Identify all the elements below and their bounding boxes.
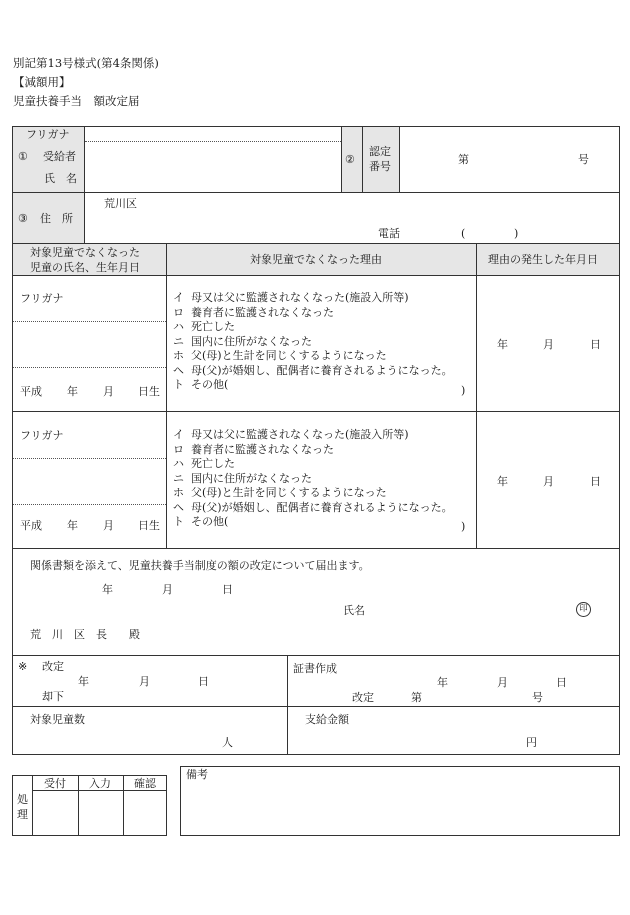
- seal-icon: 印: [576, 602, 591, 617]
- child1-date-tsuki: 月: [543, 338, 554, 351]
- cert-go: 号: [578, 153, 589, 166]
- reason-item[interactable]: ロ 養育者に監護されなくなった: [173, 442, 334, 456]
- phone-label: 電話: [378, 227, 400, 240]
- cert-label-line1: 認定: [369, 145, 391, 158]
- col1-header-line1: 対象児童でなくなった: [30, 246, 140, 259]
- reason-item[interactable]: ヘ 母(父)が婚姻し、配偶者に養育されるようになった。: [173, 500, 453, 514]
- child2-nen: 年: [67, 519, 78, 532]
- child1-other-close-paren: ): [461, 384, 466, 397]
- office-kaitei: 改定: [42, 660, 64, 673]
- cert-creation-label: 証書作成: [293, 662, 337, 675]
- phone-close-paren: ): [514, 227, 519, 240]
- uketsuke-header: 受付: [44, 777, 66, 790]
- form-variant: 【減額用】: [13, 75, 71, 89]
- cert-creation-nichi: 日: [556, 676, 567, 689]
- declaration-nichi: 日: [222, 583, 233, 596]
- cert-label-line2: 番号: [369, 160, 391, 173]
- reason-item[interactable]: ヘ 母(父)が婚姻し、配偶者に養育されるようになった。: [173, 363, 453, 377]
- reason-item[interactable]: イ 母又は父に監護されなくなった(施設入所等): [173, 428, 409, 441]
- reason-item[interactable]: ホ 父(母)と生計を同じくするようになった: [173, 349, 387, 362]
- child2-date-nen: 年: [497, 475, 508, 488]
- form-title: 児童扶養手当 額改定届: [13, 94, 140, 108]
- child1-era: 平成: [20, 385, 42, 398]
- col3-header: 理由の発生した年月日: [488, 253, 598, 266]
- address-label: 住 所: [40, 212, 73, 225]
- reason-item[interactable]: ロ 養育者に監護されなくなった: [173, 305, 334, 319]
- child2-tsuki: 月: [103, 519, 114, 532]
- cert-creation-go: 号: [532, 691, 543, 704]
- address-value: 荒川区: [104, 197, 137, 210]
- office-nichi: 日: [198, 675, 209, 688]
- child2-furigana-label: フリガナ: [20, 429, 64, 442]
- recipient-label: 受給者: [43, 150, 76, 163]
- child2-reasons-list: [173, 428, 453, 530]
- child2-other-close-paren: ): [461, 520, 466, 533]
- reason-item[interactable]: ハ 死亡した: [173, 320, 235, 333]
- child1-nichisei: 日生: [138, 385, 160, 398]
- declaration-statement: 関係書類を添えて、児童扶養手当制度の額の改定について届出ます。: [30, 559, 370, 572]
- nyuryoku-header: 入力: [89, 777, 111, 790]
- payment-amount-unit: 円: [526, 736, 537, 749]
- cert-dai: 第: [458, 153, 469, 166]
- payment-amount-label: 支給金額: [305, 713, 349, 726]
- address-number: ③: [18, 212, 28, 225]
- child1-furigana-label: フリガナ: [20, 292, 64, 305]
- reason-item[interactable]: ニ 国内に住所がなくなった: [173, 334, 312, 348]
- processing-label-1: 処: [17, 793, 28, 806]
- child1-nen: 年: [67, 385, 78, 398]
- recipient-name-field[interactable]: [85, 142, 341, 192]
- col2-header: 対象児童でなくなった理由: [250, 253, 382, 266]
- child2-nichisei: 日生: [138, 519, 160, 532]
- cert-creation-kaitei: 改定: [352, 691, 374, 704]
- recipient-number: ①: [18, 150, 28, 163]
- office-use-mark: ※: [18, 660, 28, 673]
- child1-date-nen: 年: [497, 338, 508, 351]
- furigana-label: フリガナ: [26, 128, 70, 141]
- declarant-name-label: 氏名: [343, 604, 365, 617]
- cert-creation-tsuki: 月: [497, 676, 508, 689]
- child2-date-tsuki: 月: [543, 475, 554, 488]
- declaration-tsuki: 月: [162, 583, 173, 596]
- children-count-label: 対象児童数: [30, 713, 85, 726]
- child2-date-nichi: 日: [590, 475, 601, 488]
- child1-tsuki: 月: [103, 385, 114, 398]
- reason-item[interactable]: ハ 死亡した: [173, 457, 235, 470]
- col1-header-line2: 児童の氏名、生年月日: [30, 261, 140, 274]
- declaration-nen: 年: [102, 583, 113, 596]
- form-number: 別記第13号様式(第4条関係): [13, 56, 159, 70]
- phone-open-paren: (: [461, 227, 466, 240]
- cert-creation-nen: 年: [437, 676, 448, 689]
- cert-creation-dai: 第: [411, 691, 422, 704]
- reason-item[interactable]: ト その他(: [173, 378, 229, 391]
- kakunin-header: 確認: [134, 777, 156, 790]
- cert-number-mark: ②: [345, 153, 355, 166]
- name-label: 氏 名: [44, 172, 77, 185]
- reason-item[interactable]: ト その他(: [173, 515, 229, 528]
- processing-label-2: 理: [17, 808, 28, 821]
- reason-item[interactable]: イ 母又は父に監護されなくなった(施設入所等): [173, 291, 409, 304]
- addressee: 荒 川 区 長 殿: [30, 628, 140, 641]
- office-tsuki: 月: [139, 675, 150, 688]
- office-kyakka: 却下: [42, 690, 64, 703]
- office-nen: 年: [78, 675, 89, 688]
- child2-era: 平成: [20, 519, 42, 532]
- reason-item[interactable]: ホ 父(母)と生計を同じくするようになった: [173, 486, 387, 499]
- child1-date-nichi: 日: [590, 338, 601, 351]
- child1-reasons-list: [173, 291, 453, 393]
- remarks-label: 備考: [186, 768, 208, 781]
- children-count-unit: 人: [222, 736, 233, 749]
- reason-item[interactable]: ニ 国内に住所がなくなった: [173, 471, 312, 485]
- remarks-box: [180, 766, 620, 836]
